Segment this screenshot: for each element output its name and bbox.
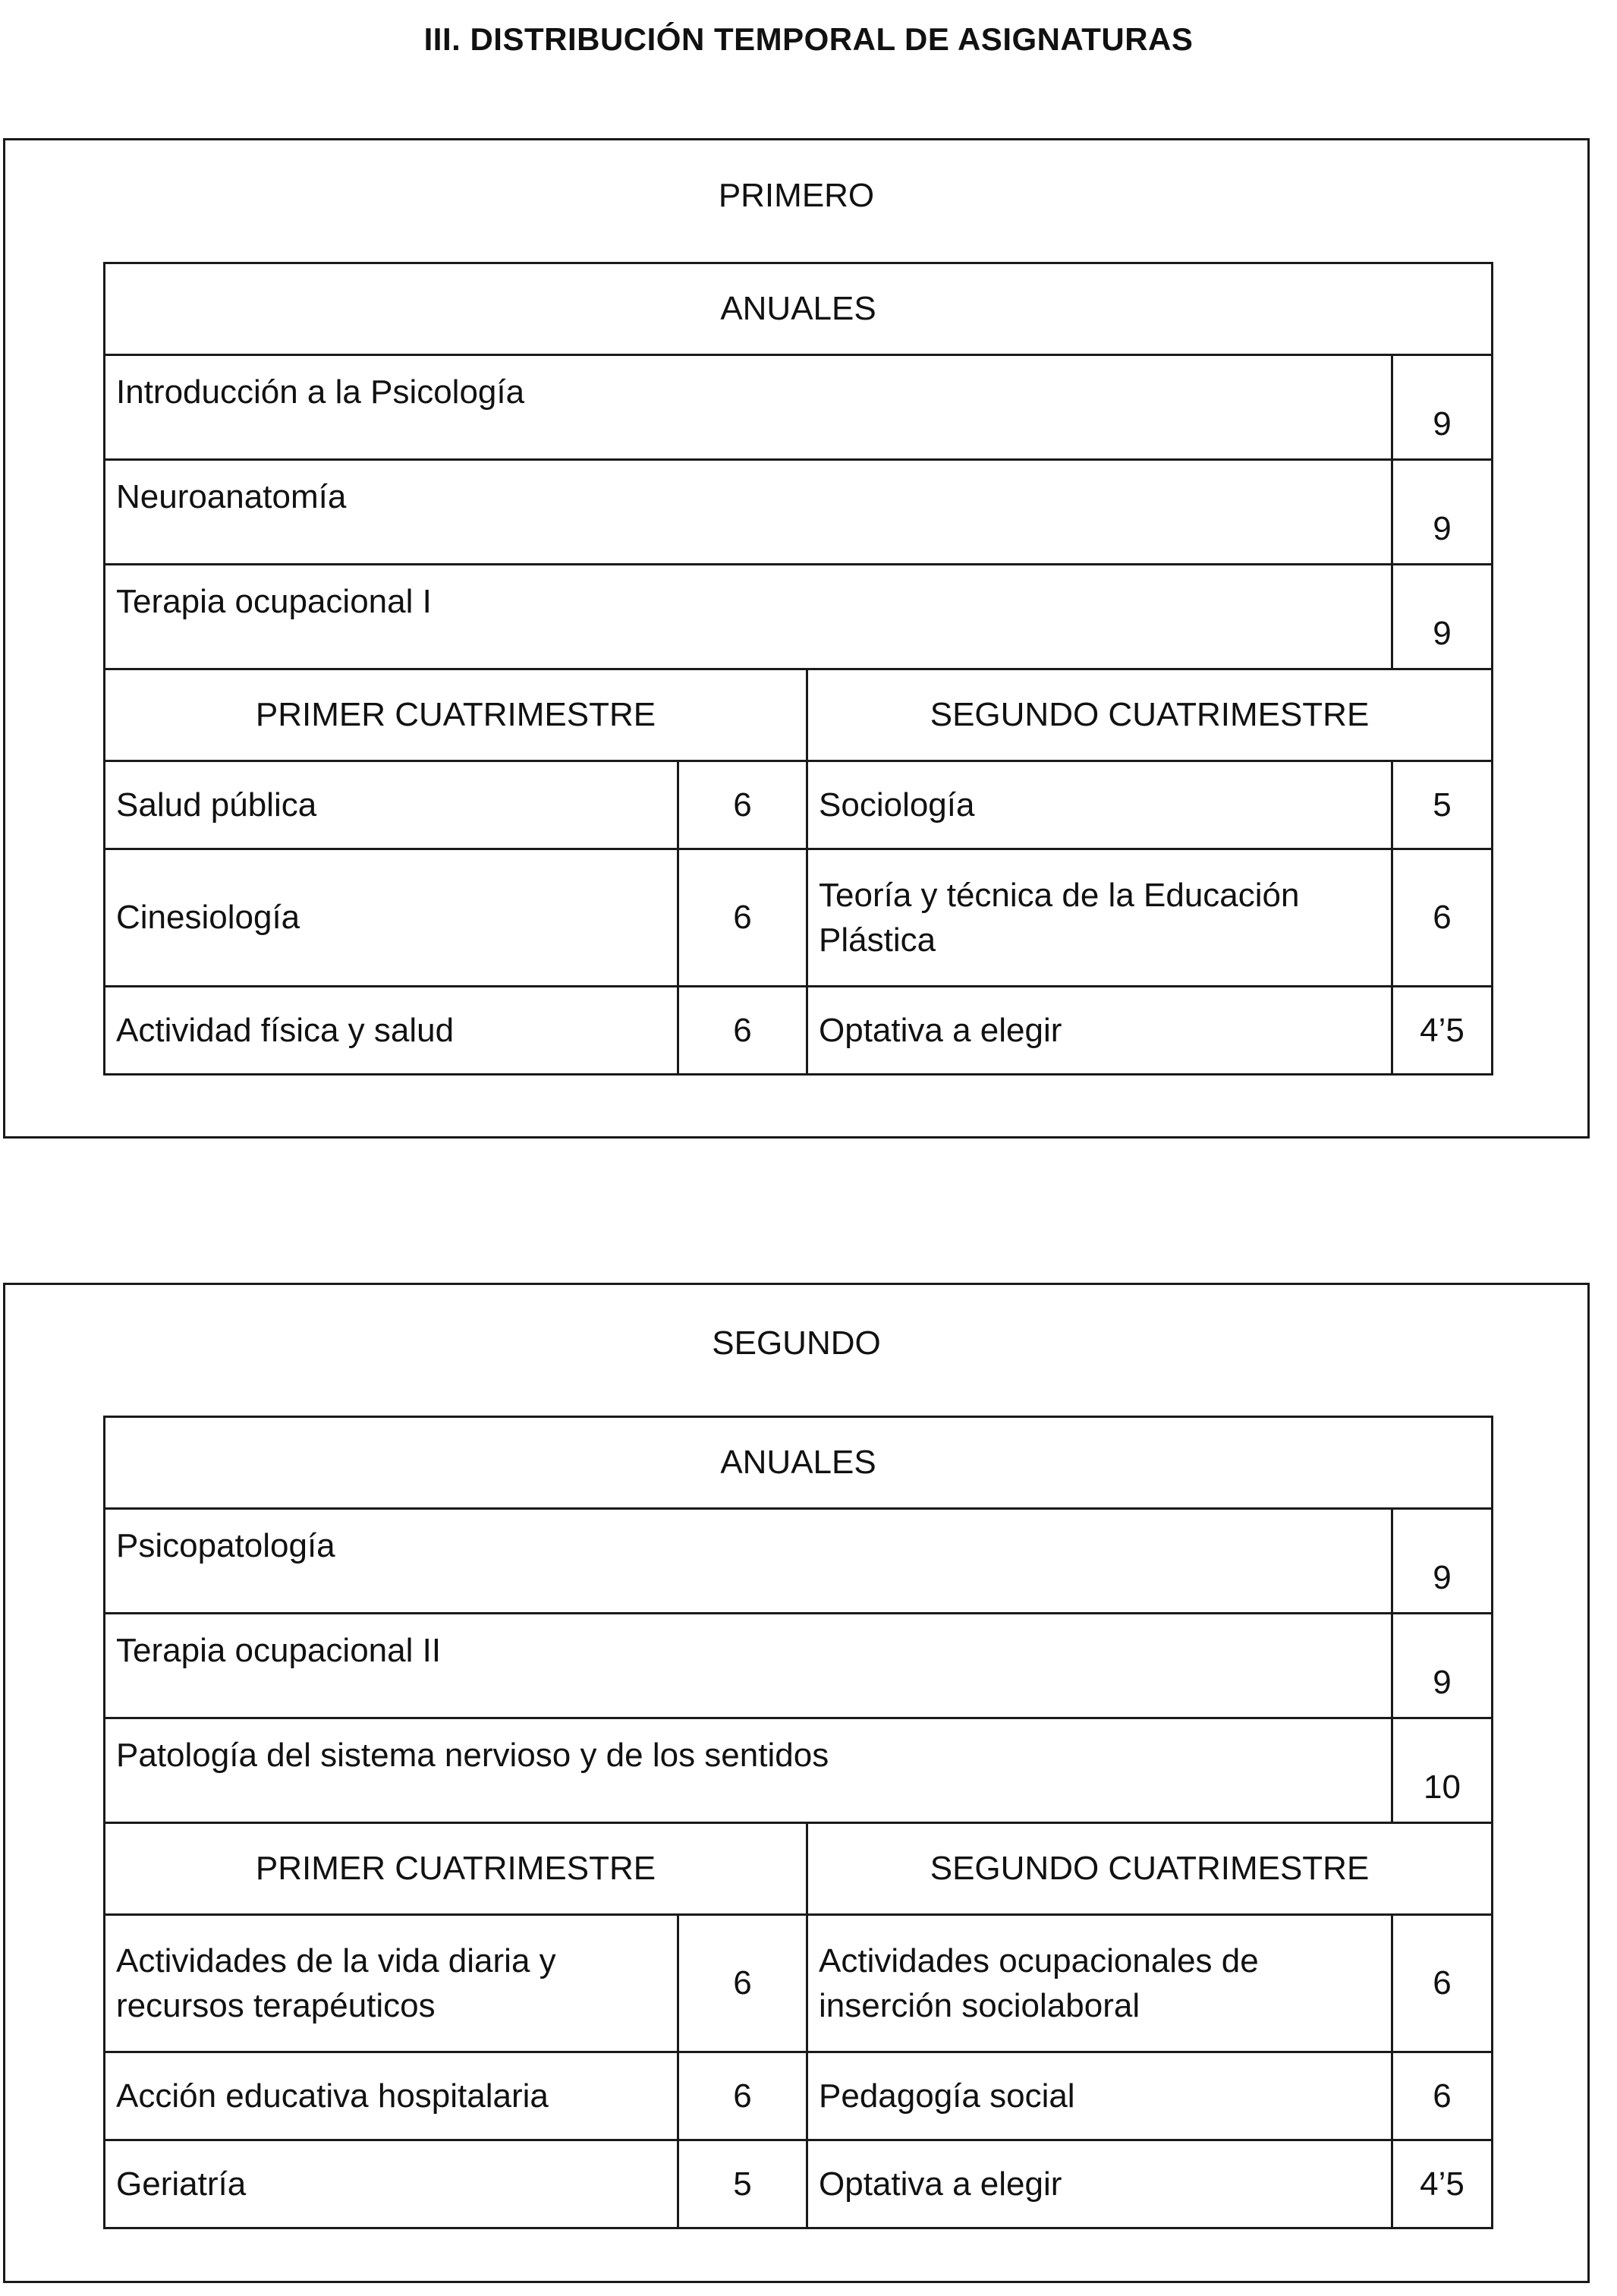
subject-credits: 4’5 bbox=[1392, 987, 1493, 1075]
subjects-table bbox=[103, 262, 1493, 1076]
subject-name: Geriatría bbox=[105, 2140, 678, 2228]
subjects-table bbox=[103, 1416, 1493, 2229]
subject-credits: 10 bbox=[1392, 1718, 1493, 1823]
subject-name: Terapia ocupacional I bbox=[105, 565, 1392, 669]
table-row bbox=[105, 761, 1493, 849]
subject-credits: 9 bbox=[1392, 565, 1493, 669]
year-title: SEGUNDO bbox=[712, 1324, 881, 1362]
year-box-segundo bbox=[3, 1283, 1590, 2283]
subject-credits: 9 bbox=[1392, 355, 1493, 460]
subject-name: Optativa a elegir bbox=[807, 2140, 1392, 2228]
subject-name: Acción educativa hospitalaria bbox=[105, 2052, 678, 2140]
second-semester-header: SEGUNDO CUATRIMESTRE bbox=[807, 669, 1493, 761]
subject-credits: 5 bbox=[1392, 761, 1493, 849]
subject-credits: 9 bbox=[1392, 460, 1493, 565]
year-box-primero bbox=[3, 138, 1590, 1139]
subject-name: Salud pública bbox=[105, 761, 678, 849]
subject-credits: 4’5 bbox=[1392, 2140, 1493, 2228]
subject-name: Actividad física y salud bbox=[105, 987, 678, 1075]
subject-name: Neuroanatomía bbox=[105, 460, 1392, 565]
subject-name: Teoría y técnica de la Educación Plástica bbox=[807, 849, 1392, 987]
subject-credits: 6 bbox=[678, 987, 807, 1075]
subject-name: Terapia ocupacional II bbox=[105, 1614, 1392, 1718]
subject-name: Introducción a la Psicología bbox=[105, 355, 1392, 460]
table-row bbox=[105, 2140, 1493, 2228]
subject-credits: 5 bbox=[678, 2140, 807, 2228]
subject-name: Psicopatología bbox=[105, 1509, 1392, 1614]
table-row bbox=[105, 2052, 1493, 2140]
subject-name: Optativa a elegir bbox=[807, 987, 1392, 1075]
subject-credits: 6 bbox=[678, 849, 807, 987]
subject-name: Sociología bbox=[807, 761, 1392, 849]
subject-credits: 9 bbox=[1392, 1509, 1493, 1614]
table-row bbox=[105, 849, 1493, 987]
subject-name: Actividades ocupacionales de inserción sociolaboral bbox=[807, 1915, 1392, 2052]
subject-credits: 6 bbox=[678, 2052, 807, 2140]
subject-name: Patología del sistema nervioso y de los sentidos bbox=[105, 1718, 1392, 1823]
subject-name: Cinesiología bbox=[105, 849, 678, 987]
table-row bbox=[105, 460, 1493, 565]
subject-credits: 6 bbox=[1392, 1915, 1493, 2052]
subject-credits: 6 bbox=[678, 761, 807, 849]
table-row bbox=[105, 1915, 1493, 2052]
table-row bbox=[105, 565, 1493, 669]
second-semester-header: SEGUNDO CUATRIMESTRE bbox=[807, 1823, 1493, 1915]
table-row bbox=[105, 1614, 1493, 1718]
first-semester-header: PRIMER CUATRIMESTRE bbox=[105, 1823, 807, 1915]
subject-name: Actividades de la vida diaria y recursos terapéuticos bbox=[105, 1915, 678, 2052]
subject-name: Pedagogía social bbox=[807, 2052, 1392, 2140]
table-row bbox=[105, 1718, 1493, 1823]
table-row bbox=[105, 1509, 1493, 1614]
table-row bbox=[105, 987, 1493, 1075]
year-title: PRIMERO bbox=[718, 177, 875, 214]
page-title: III. DISTRIBUCIÓN TEMPORAL DE ASIGNATURAS bbox=[423, 21, 1194, 57]
table-row bbox=[105, 355, 1493, 460]
subject-credits: 6 bbox=[1392, 2052, 1493, 2140]
first-semester-header: PRIMER CUATRIMESTRE bbox=[105, 669, 807, 761]
annual-header: ANUALES bbox=[105, 1417, 1493, 1509]
subject-credits: 6 bbox=[1392, 849, 1493, 987]
subject-credits: 9 bbox=[1392, 1614, 1493, 1718]
subject-credits: 6 bbox=[678, 1915, 807, 2052]
annual-header: ANUALES bbox=[105, 263, 1493, 355]
